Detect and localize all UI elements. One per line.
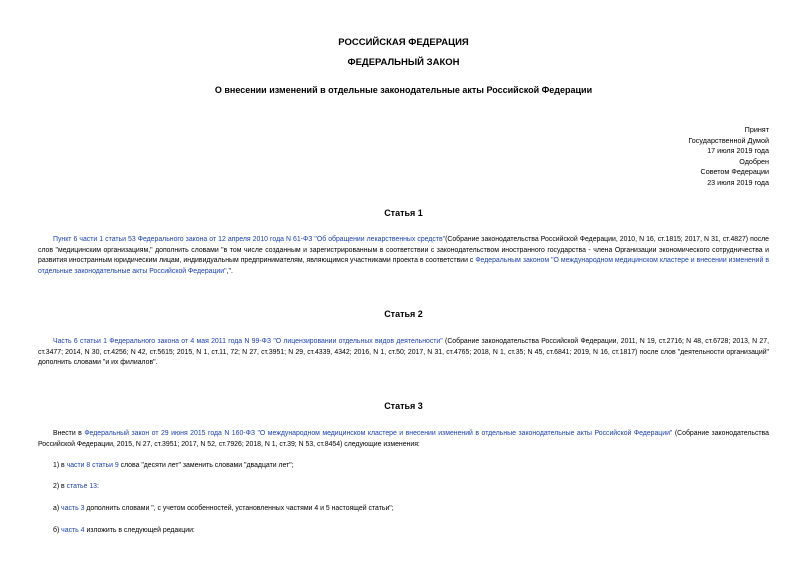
article-1-text [38,235,769,278]
item-prefix: 2) в [53,483,67,490]
doc-type-heading: ФЕДЕРАЛЬНЫЙ ЗАКОН [347,57,460,68]
item-text: изложить в следующей редакции: [84,527,195,534]
article-3-intro [38,429,769,450]
adoption-line: 23 июля 2019 года [707,177,769,187]
article-2-body: (Собрание законодательства Российской Федерации, 2011, N 19, ст.2716; N 48, ст.6728; 2013, N 27, ст.3477; 2014, N 30, ст.4256; N 42, ст.5615; 2015, N 1, ст.11, 72; N 27, ст.3951; N 29, ст.4339, 4342; 2016, N 1, ст.50; 2017, N 31, ст.4765; 2018, N 1, ст.35; N 45, ст.6841; 2019, N 16, ст.1817) после слов "деятельности организаций" дополнить словами "и их филиалов". [38,338,769,367]
adoption-line: Принят [744,125,769,134]
article-3-heading: Статья 3 [384,401,423,411]
adoption-line: 17 июля 2019 года [707,146,769,156]
article-3-law-link[interactable]: Федеральный закон от 29 июня 2015 года N 160-ФЗ "О международном медицинском кластере и внесении изменений в отдельные законодательные акты Российской Федерации" [84,430,673,437]
adoption-line: Государственной Думой [688,135,769,145]
article-3-intro-body: (Собрание законодательства Российской Федерации, 2015, N 27, ст.3951; 2017, N 52, ст.7926; 2018, N 1, ст.39; N 53, ст.8454) следующие изменения: [38,430,769,448]
article-1-tail: ,". [226,268,233,276]
item-4-link[interactable]: часть 4 [61,527,85,534]
amendment-item [53,504,394,514]
item-2-link[interactable]: статье 13 [66,483,97,490]
article-2-heading: Статья 2 [384,309,423,319]
article-1-cluster-law-link[interactable]: Федеральным законом "О международном медицинском кластере и внесении изменений в отдельные законодательные акты Российской Федерации" [38,257,769,276]
adoption-line: Советом Федерации [700,167,769,177]
adoption-line: Одобрен [739,156,769,166]
article-3-intro-prefix: Внести в [53,430,85,437]
item-prefix: б) [53,527,62,534]
amendment-item [53,461,294,471]
item-text: : [97,483,99,490]
country-heading: РОССИЙСКАЯ ФЕДЕРАЦИЯ [338,37,469,48]
amendment-item [53,526,195,536]
article-1-law-link[interactable]: Пункт 6 части 1 статьи 53 Федерального закона от 12 апреля 2010 года N 61-ФЗ "Об обращении лекарственных средств" [53,236,446,243]
item-1-link[interactable]: части 8 статьи 9 [66,462,119,469]
article-2-text [38,337,769,369]
article-1-body: (Собрание законодательства Российской Федерации, 2010, N 16, ст.1815; 2017, N 31, ст.4827) после слов "медицинским организациям," дополнить словами "в том числе созданным и зарегистрированным в соответствии с законодательством иностранного государства - члена Организации экономического сотрудничества и развития иностранным юридическим лицам, индивидуальным предпринимателям, являющимся участниками проекта в соответствии с [38,236,769,265]
article-1-heading: Статья 1 [384,208,423,218]
article-2-law-link[interactable]: Часть 6 статьи 1 Федерального закона от 4 мая 2011 года N 99-ФЗ "О лицензировании отдельных видов деятельности" [53,338,443,345]
item-3-link[interactable]: часть 3 [61,505,85,512]
item-prefix: 1) в [53,462,67,469]
adoption-block [609,125,769,189]
item-prefix: а) [53,505,62,512]
amendment-item [53,482,99,492]
item-text: слова "десяти лет" заменить словами "двадцати лет"; [118,462,294,469]
item-text: дополнить словами ", с учетом особенностей, установленных частями 4 и 5 настоящей статьи"; [84,505,394,512]
document-title: О внесении изменений в отдельные законодательные акты Российской Федерации [214,85,593,95]
